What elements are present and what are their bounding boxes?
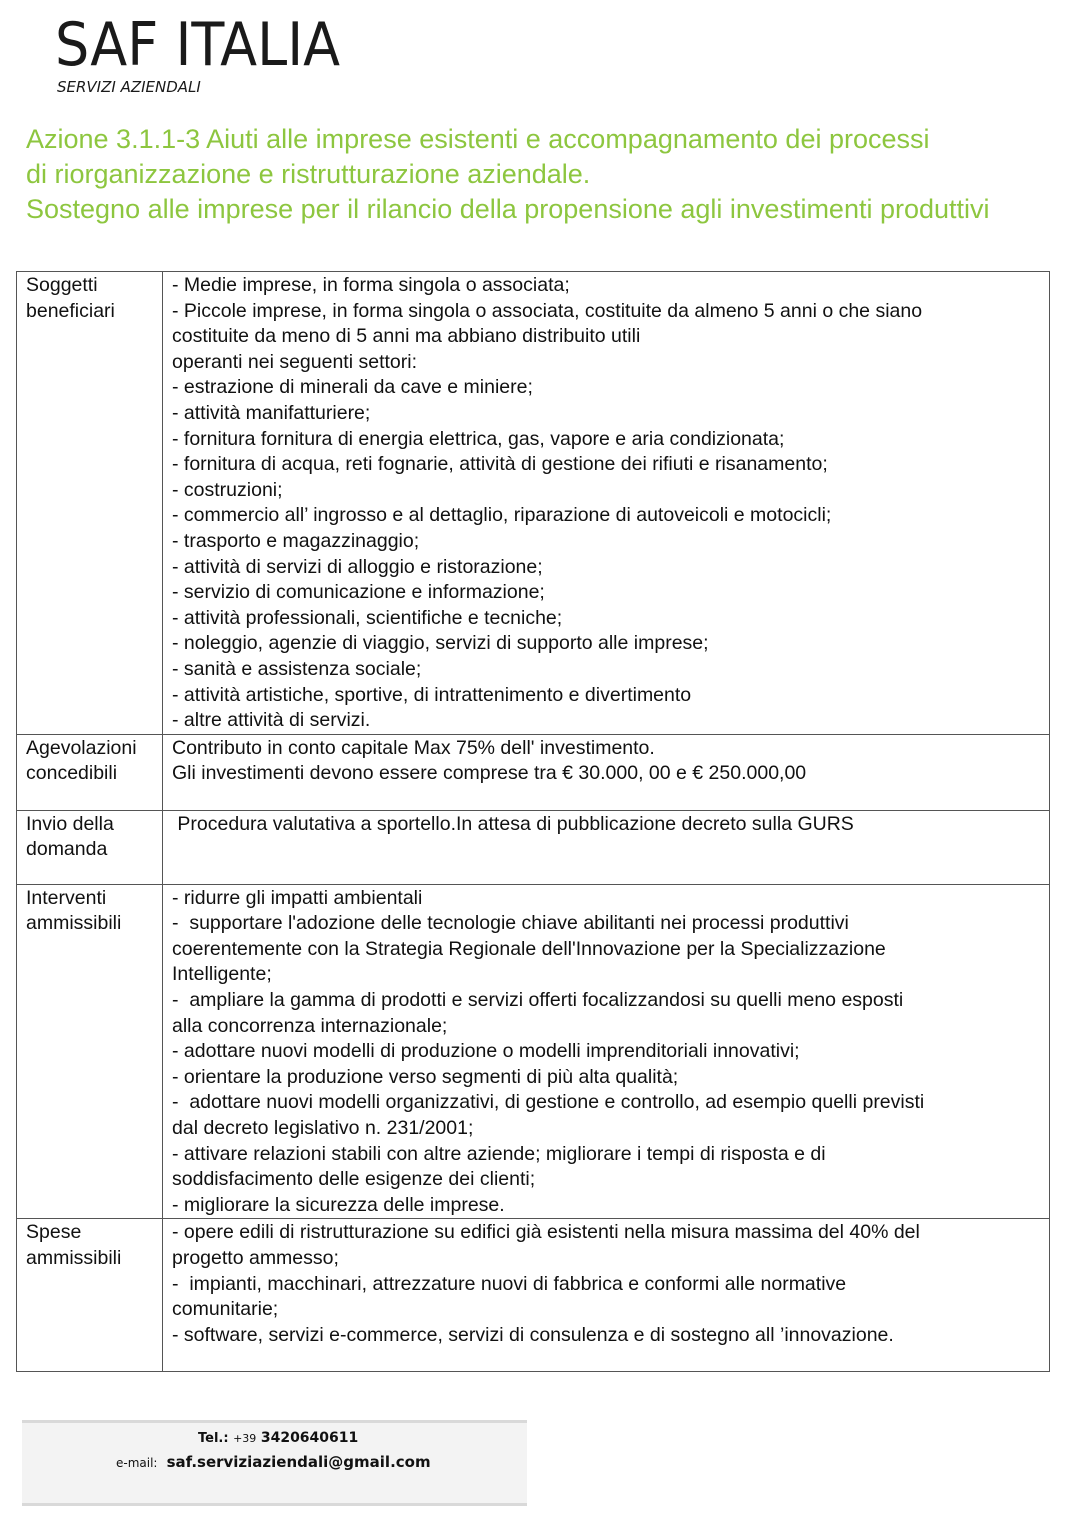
content-line: - trasporto e magazzinaggio; (172, 529, 420, 552)
content-line: soddisfacimento delle esigenze dei clienti; (172, 1168, 536, 1191)
info-table (16, 271, 1050, 1372)
content-line: - ampliare la gamma di prodotti e servizi offerti focalizzandosi su quelli meno esposti (172, 989, 904, 1012)
row-label: Soggetti beneficiari (17, 272, 163, 735)
email-address[interactable]: saf.serviziaziendali@gmail.com (166, 1453, 431, 1471)
content-line: Procedura valutativa a sportello.In attesa di pubblicazione decreto sulla GURS (172, 812, 854, 835)
content-line: - attività professionali, scientifiche e tecniche; (172, 606, 563, 629)
content-line: - attività manifatturiere; (172, 401, 371, 424)
row-label: Agevolazioni concedibili (17, 734, 163, 810)
table-row (17, 1219, 1050, 1372)
phone-prefix: +39 (233, 1432, 257, 1445)
row-content (163, 810, 1050, 884)
content-line: - orientare la produzione verso segmenti di più alta qualità; (172, 1065, 679, 1088)
content-line: - impianti, macchinari, attrezzature nuovi di fabbrica e conformi alle normative (172, 1272, 847, 1295)
phone-label: Tel.: (198, 1431, 229, 1446)
content-line: dal decreto legislativo n. 231/2001; (172, 1117, 474, 1140)
row-content (163, 1219, 1050, 1372)
content-line: - servizio di comunicazione e informazione; (172, 581, 545, 604)
content-line: - commercio all’ ingrosso e al dettaglio, riparazione di autoveicoli e motocicli; (172, 504, 832, 527)
content-line: - opere edili di ristrutturazione su edifici già esistenti nella misura massima del 40% del (172, 1221, 920, 1244)
content-line: operanti nei seguenti settori: (172, 350, 417, 373)
content-line: - estrazione di minerali da cave e miniere; (172, 376, 533, 399)
table-row (17, 272, 1050, 735)
phone-number: 3420640611 (260, 1430, 359, 1446)
table-row (17, 884, 1050, 1219)
content-line: - software, servizi e-commerce, servizi di consulenza e di sostegno all ’innovazione. (172, 1323, 894, 1346)
phone-line (198, 1430, 358, 1446)
content-line: - noleggio, agenzie di viaggio, servizi di supporto alle imprese; (172, 632, 709, 655)
title-line: di riorganizzazione e ristrutturazione aziendale. (26, 159, 591, 189)
row-label: Interventi ammissibili (17, 884, 163, 1219)
content-line: - attività artistiche, sportive, di intrattenimento e divertimento (172, 683, 692, 706)
content-line: costituite da meno di 5 anni ma abbiano distribuito utili (172, 325, 641, 348)
content-line: coerentemente con la Strategia Regionale dell'Innovazione per la Specializzazione (172, 937, 886, 960)
content-line: - sanità e assistenza sociale; (172, 657, 422, 680)
content-line: Intelligente; (172, 963, 272, 986)
row-content (163, 272, 1050, 735)
title-line: Sostegno alle imprese per il rilancio della propensione agli investimenti produttivi (26, 194, 990, 224)
document-title (26, 122, 1078, 227)
logo-name: SAF ITALIA (55, 10, 341, 80)
row-label: Invio della domanda (17, 810, 163, 884)
content-line: - costruzioni; (172, 478, 283, 501)
title-line: Azione 3.1.1-3 Aiuti alle imprese esistenti e accompagnamento dei processi (26, 124, 930, 154)
content-line: - fornitura di acqua, reti fognarie, attività di gestione dei rifiuti e risanamento; (172, 453, 828, 476)
content-line: - adottare nuovi modelli organizzativi, di gestione e controllo, ad esempio quelli previsti (172, 1091, 925, 1114)
table-row (17, 734, 1050, 810)
email-label: e-mail: (116, 1456, 158, 1470)
content-line: - supportare l'adozione delle tecnologie chiave abilitanti nei processi produttivi (172, 912, 849, 935)
content-line: progetto ammesso; (172, 1247, 339, 1269)
row-content (163, 884, 1050, 1219)
content-line: Contributo in conto capitale Max 75% dell' investimento. (172, 736, 655, 759)
content-line: - fornitura fornitura di energia elettrica, gas, vapore e aria condizionata; (172, 427, 785, 450)
table-row (17, 810, 1050, 884)
logo-subtitle: SERVIZI AZIENDALI (57, 78, 201, 96)
email-line (116, 1452, 431, 1471)
row-content (163, 734, 1050, 810)
content-line: - migliorare la sicurezza delle imprese. (172, 1193, 505, 1216)
content-line: - Medie imprese, in forma singola o associata; (172, 274, 570, 296)
content-line: - attività di servizi di alloggio e ristorazione; (172, 555, 543, 578)
content-line: Gli investimenti devono essere comprese tra € 30.000, 00 e € 250.000,00 (172, 762, 807, 785)
content-line: - adottare nuovi modelli di produzione o modelli imprenditoriali innovativi; (172, 1040, 800, 1063)
contact-footer (22, 1420, 527, 1506)
content-line: - ridurre gli impatti ambientali (172, 886, 423, 909)
company-logo (55, 12, 372, 96)
content-line: comunitarie; (172, 1298, 279, 1321)
content-line: - Piccole imprese, in forma singola o associata, costituite da almeno 5 anni o che siano (172, 299, 923, 322)
row-label: Spese ammissibili (17, 1219, 163, 1372)
content-line: - attivare relazioni stabili con altre aziende; migliorare i tempi di risposta e di (172, 1142, 826, 1165)
content-line: alla concorrenza internazionale; (172, 1014, 448, 1037)
content-line: - altre attività di servizi. (172, 709, 371, 732)
